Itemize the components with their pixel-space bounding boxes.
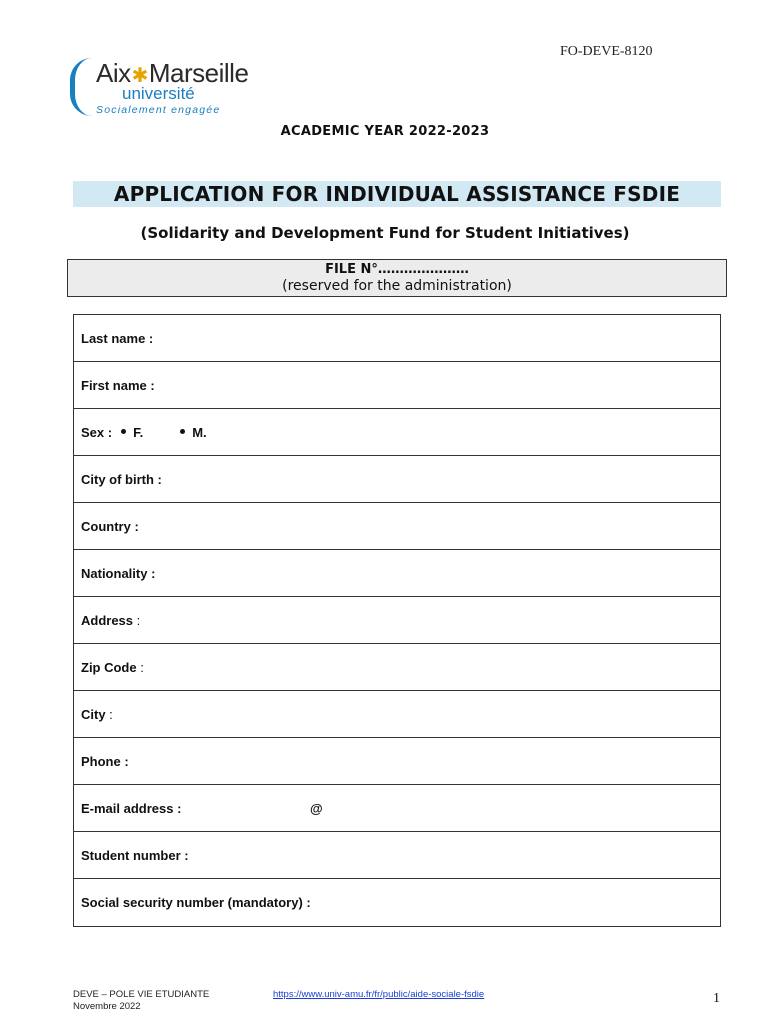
city-field[interactable] [74,691,720,738]
email-at-sign: @ [310,800,323,816]
file-number-box [67,259,727,297]
social-security-field[interactable] [74,879,720,926]
logo-name-part1: Aix [96,58,131,88]
sex-option-male-label: M. [192,424,207,440]
sex-option-female-label: F. [133,424,144,440]
bullet-icon [121,429,126,434]
zip-code-label-text: Zip Code [81,659,137,675]
address-label [81,613,140,628]
bullet-icon [180,429,185,434]
sex-option-female[interactable] [114,425,143,440]
zip-code-field[interactable] [74,644,720,691]
city-of-birth-field[interactable] [74,456,720,503]
address-field[interactable] [74,597,720,644]
applicant-form [73,314,721,927]
student-number-label: Student number : [81,847,189,863]
logo-name-part2: Marseille [148,58,249,88]
sex-field [74,409,720,456]
social-security-label: Social security number (mandatory) : [81,895,311,910]
footer-date: Novembre 2022 [73,1001,141,1012]
country-label: Country : [81,518,139,534]
last-name-label: Last name : [81,330,154,346]
first-name-field[interactable] [74,362,720,409]
city-label-text: City [81,706,106,722]
university-logo [70,56,260,120]
document-title: APPLICATION FOR INDIVIDUAL ASSISTANCE FSDIE [73,181,721,207]
footer-link[interactable]: https://www.univ-amu.fr/fr/public/aide-sociale-fsdie [273,989,485,1000]
sex-label: Sex : [81,424,113,440]
city-label [81,707,113,722]
email-label: E-mail address : [81,800,182,816]
last-name-field[interactable] [74,315,720,362]
email-field[interactable] [74,785,720,832]
footer-department [73,989,209,1013]
logo-bracket-icon [70,58,92,116]
page-number: 1 [713,991,720,1006]
student-number-field[interactable] [74,832,720,879]
sex-option-male[interactable] [173,425,206,440]
document-subtitle: (Solidarity and Development Fund for Student Initiatives) [140,224,630,242]
address-label-colon: : [133,612,141,628]
logo-tagline: Socialement engagée [96,104,221,116]
document-reference: FO-DEVE-8120 [560,44,653,59]
footer-dept-name: DEVE – POLE VIE ETUDIANTE [73,989,210,1000]
phone-label: Phone : [81,753,129,769]
academic-year: ACADEMIC YEAR 2022-2023 [280,124,490,139]
zip-code-label [81,660,144,675]
nationality-label: Nationality : [81,565,156,581]
phone-field[interactable] [74,738,720,785]
zip-code-label-colon: : [136,659,144,675]
address-label-text: Address [81,612,134,628]
logo-star-icon: ✱ [131,65,148,87]
logo-sub: université [122,84,195,103]
country-field[interactable] [74,503,720,550]
file-number-label: FILE N°………………… [325,262,469,277]
nationality-field[interactable] [74,550,720,597]
city-label-colon: : [105,706,113,722]
first-name-label: First name : [81,377,155,393]
file-number-note: (reserved for the administration) [282,278,512,294]
city-of-birth-label: City of birth : [81,471,162,487]
